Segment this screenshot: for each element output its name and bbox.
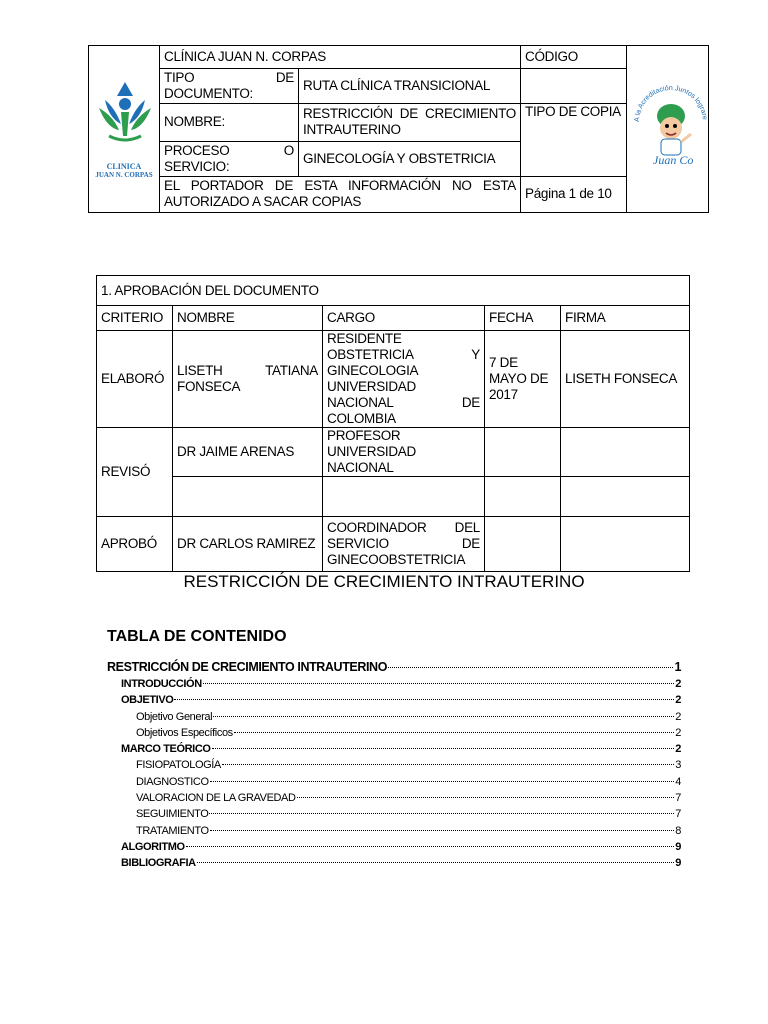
toc-entry-page: 7 bbox=[675, 792, 681, 805]
toc-entry[interactable] bbox=[107, 841, 681, 857]
toc-entry-title: FISIOPATOLOGÍA bbox=[136, 759, 221, 772]
reviso-nombre: DR JAIME ARENAS bbox=[173, 428, 323, 477]
badge-text: A la Acreditación Juntos lograre bbox=[633, 84, 708, 123]
code-label: CÓDIGO bbox=[521, 46, 627, 69]
toc-entry-page: 2 bbox=[675, 726, 681, 739]
doc-type-label-3: DOCUMENTO: bbox=[164, 86, 254, 102]
reviso-firma bbox=[561, 428, 690, 477]
clinic-name: CLÍNICA JUAN N. CORPAS bbox=[160, 46, 521, 69]
toc-entry-page: 7 bbox=[675, 808, 681, 821]
toc-entry[interactable] bbox=[107, 727, 681, 743]
toc-entry-page: 8 bbox=[675, 824, 681, 837]
document-header bbox=[88, 45, 709, 213]
logo-text-1: CLINICA bbox=[106, 162, 142, 171]
table-of-contents bbox=[107, 660, 681, 874]
toc-entry[interactable] bbox=[107, 711, 681, 727]
toc-entry[interactable] bbox=[107, 678, 681, 694]
table-row bbox=[97, 331, 690, 428]
col-fecha: FECHA bbox=[485, 306, 561, 331]
aprobo-criterio: APROBÓ bbox=[97, 517, 173, 572]
toc-leader-dots bbox=[203, 683, 675, 684]
toc-leader-dots bbox=[174, 699, 674, 700]
toc-leader-dots bbox=[297, 797, 675, 798]
approval-table bbox=[96, 275, 690, 572]
toc-leader-dots bbox=[210, 830, 675, 831]
toc-entry[interactable] bbox=[107, 759, 681, 775]
reviso-cargo-2 bbox=[323, 477, 485, 517]
table-row bbox=[97, 477, 690, 517]
toc-entry[interactable] bbox=[107, 694, 681, 710]
badge-sign: Juan Co bbox=[653, 153, 694, 167]
code-value bbox=[521, 69, 627, 104]
aprobo-nombre: DR CARLOS RAMIREZ bbox=[173, 517, 323, 572]
toc-entry[interactable] bbox=[107, 808, 681, 824]
accreditation-badge bbox=[627, 46, 709, 213]
toc-leader-dots bbox=[234, 732, 675, 733]
toc-entry-title: TRATAMIENTO bbox=[136, 824, 209, 837]
elaboro-criterio: ELABORÓ bbox=[97, 331, 173, 428]
reviso-cargo: PROFESOR UNIVERSIDAD NACIONAL bbox=[323, 428, 485, 477]
doc-type-label bbox=[160, 69, 299, 104]
aprobo-fecha bbox=[485, 517, 561, 572]
approval-header-row bbox=[97, 306, 690, 331]
toc-leader-dots bbox=[388, 667, 673, 668]
copy-type-label: TIPO DE COPIA bbox=[521, 104, 627, 176]
toc-entry-title: SEGUIMIENTO bbox=[136, 808, 209, 821]
toc-entry-title: Objetivo General bbox=[136, 710, 213, 723]
toc-entry[interactable] bbox=[107, 776, 681, 792]
toc-leader-dots bbox=[212, 748, 675, 749]
process-label-2: O bbox=[283, 142, 294, 158]
toc-entry[interactable] bbox=[107, 825, 681, 841]
logo-text-2: JUAN N. CORPAS bbox=[95, 171, 153, 179]
toc-leader-dots bbox=[209, 813, 674, 814]
table-row bbox=[97, 517, 690, 572]
toc-entry-page: 9 bbox=[675, 840, 681, 853]
name-label: NOMBRE: bbox=[160, 104, 299, 141]
reviso-nombre-2 bbox=[173, 477, 323, 517]
col-firma: FIRMA bbox=[561, 306, 690, 331]
toc-entry-title: MARCO TEÓRICO bbox=[121, 743, 211, 756]
document-title: RESTRICCIÓN DE CRECIMIENTO INTRAUTERINO bbox=[183, 572, 585, 591]
toc-leader-dots bbox=[210, 781, 675, 782]
doc-type-label-1: TIPO bbox=[164, 70, 195, 86]
toc-entry-title: DIAGNOSTICO bbox=[136, 775, 209, 788]
toc-entry-page: 2 bbox=[675, 710, 681, 723]
reviso-fecha bbox=[485, 428, 561, 477]
toc-entry-title: VALORACION DE LA GRAVEDAD bbox=[136, 792, 296, 805]
toc-leader-dots bbox=[186, 846, 675, 847]
table-row bbox=[97, 428, 690, 477]
process-label-3: SERVICIO: bbox=[164, 158, 230, 174]
name-value: RESTRICCIÓN DE CRECIMIENTO INTRAUTERINO bbox=[299, 104, 521, 141]
reviso-fecha-2 bbox=[485, 477, 561, 517]
toc-entry-title: RESTRICCIÓN DE CRECIMIENTO INTRAUTERINO bbox=[107, 660, 388, 674]
toc-entry-page: 2 bbox=[675, 694, 681, 707]
elaboro-cargo: RESIDENTE OBSTETRICIA Y GINECOLOGIA UNIVERSIDAD NACIONAL DE COLOMBIA bbox=[323, 331, 485, 428]
copy-warning: EL PORTADOR DE ESTA INFORMACIÓN NO ESTA AUTORIZADO A SACAR COPIAS bbox=[160, 176, 521, 212]
elaboro-firma: LISETH FONSECA bbox=[561, 331, 690, 428]
col-nombre: NOMBRE bbox=[173, 306, 323, 331]
toc-entry-page: 2 bbox=[675, 678, 681, 690]
toc-entry-title: OBJETIVO bbox=[121, 694, 174, 707]
process-label bbox=[160, 141, 299, 176]
page-number: Página 1 de 10 bbox=[521, 176, 627, 212]
toc-entry-title: ALGORITMO bbox=[121, 840, 185, 853]
toc-leader-dots bbox=[222, 764, 674, 765]
toc-leader-dots bbox=[197, 862, 675, 863]
clinic-logo bbox=[89, 46, 160, 213]
toc-entry[interactable] bbox=[107, 792, 681, 808]
reviso-criterio: REVISÓ bbox=[97, 428, 173, 517]
toc-entry-title: INTRODUCCIÓN bbox=[121, 678, 202, 690]
toc-entry[interactable] bbox=[107, 857, 681, 873]
toc-entry[interactable] bbox=[107, 660, 681, 678]
col-criterio: CRITERIO bbox=[97, 306, 173, 331]
toc-leader-dots bbox=[213, 716, 674, 717]
toc-entry[interactable] bbox=[107, 743, 681, 759]
mascot-icon bbox=[631, 72, 709, 182]
toc-entry-title: BIBLIOGRAFIA bbox=[121, 857, 196, 870]
process-label-1: PROCESO bbox=[164, 142, 230, 158]
toc-entry-page: 2 bbox=[675, 743, 681, 756]
aprobo-firma bbox=[561, 517, 690, 572]
toc-entry-title: Objetivos Específicos bbox=[136, 726, 233, 739]
reviso-firma-2 bbox=[561, 477, 690, 517]
elaboro-fecha: 7 DE MAYO DE 2017 bbox=[485, 331, 561, 428]
process-value: GINECOLOGÍA Y OBSTETRICIA bbox=[299, 141, 521, 176]
toc-entry-page: 3 bbox=[675, 759, 681, 772]
col-cargo: CARGO bbox=[323, 306, 485, 331]
toc-heading: TABLA DE CONTENIDO bbox=[107, 628, 287, 645]
doc-type-label-2: DE bbox=[275, 70, 294, 86]
clinic-logo-icon bbox=[93, 78, 157, 158]
approval-section-title: 1. APROBACIÓN DEL DOCUMENTO bbox=[97, 276, 690, 306]
toc-entry-page: 4 bbox=[675, 775, 681, 788]
toc-entry-page: 9 bbox=[675, 857, 681, 870]
toc-entry-page: 1 bbox=[674, 660, 681, 674]
elaboro-nombre: LISETH TATIANA FONSECA bbox=[173, 331, 323, 428]
doc-type-value: RUTA CLÍNICA TRANSICIONAL bbox=[299, 69, 521, 104]
aprobo-cargo: COORDINADOR DEL SERVICIO DE GINECOOBSTETRICIA bbox=[323, 517, 485, 572]
